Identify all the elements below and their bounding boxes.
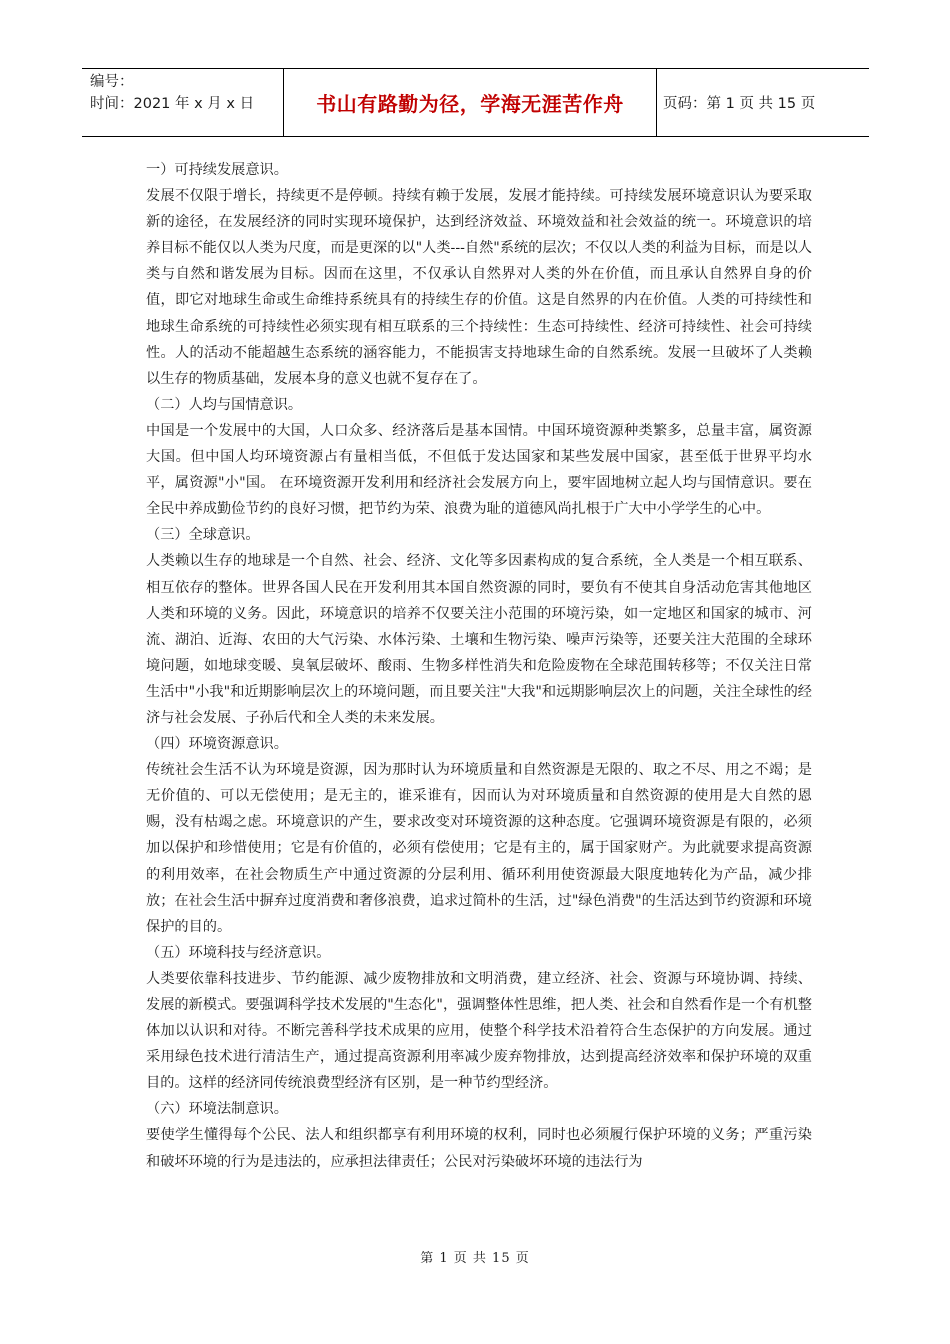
section-heading-resources: （四）环境资源意识。 <box>146 736 288 753</box>
document-body <box>146 157 812 1175</box>
header-motto: 书山有路勤为径，学海无涯苦作舟 <box>284 69 657 136</box>
section-heading-national: （二）人均与国情意识。 <box>146 396 303 413</box>
paragraph-national: 中国是一个发展中的大国，人口众多、经济落后是基本国情。中国环境资源种类繁多，总量丰富，属资源大国。但中国人均环境资源占有量相当低，不但低于发达国家和某些发展中国家，甚至低于世界平均水平，属资源"小"国。 在环境资源开发利用和经济社会发展方向上，要牢固地树立起人均与国情意识。要在全民中养成勤俭节约的良好习惯，把节约为荣、浪费为耻的道德风尚扎根于广大中小学学生的心中。 <box>146 422 812 518</box>
serial-number-label: 编号： <box>90 74 134 90</box>
paragraph-law: 要使学生懂得每个公民、法人和组织都享有利用环境的权利，同时也必须履行保护环境的义务；严重污染和破坏环境的行为是违法的，应承担法律责任；公民对污染破坏环境的违法行为 <box>146 1127 812 1170</box>
document-header <box>82 68 869 137</box>
paragraph-resources: 传统社会生活不认为环境是资源，因为那时认为环境质量和自然资源是无限的、取之不尽、用之不竭；是无价值的、可以无偿使用；是无主的，谁采谁有，因而认为对环境质量和自然资源的使用是大自然的恩赐，没有枯竭之虑。环境意识的产生，要求改变对环境资源的这种态度。它强调环境资源是有限的，必须加以保护和珍惜使用；它是有价值的，必须有偿使用；它是有主的，属于国家财产。为此就要求提高资源的利用效率，在社会物质生产中通过资源的分层利用、循环利用使资源最大限度地转化为产品，减少排放；在社会生活中摒弃过度消费和奢侈浪费，追求过简朴的生活，过"绿色消费"的生活达到节约资源和环境保护的目的。 <box>146 762 812 935</box>
header-meta <box>82 69 284 136</box>
section-heading-technology: （五）环境科技与经济意识。 <box>146 944 331 961</box>
section-heading-law: （六）环境法制意识。 <box>146 1101 288 1118</box>
date-label: 时间：2021 年 x 月 x 日 <box>90 96 255 112</box>
page-footer: 第 1 页 共 15 页 <box>420 1251 530 1266</box>
section-heading-sustainable: 一）可持续发展意识。 <box>146 162 288 178</box>
paragraph-global: 人类赖以生存的地球是一个自然、社会、经济、文化等多因素构成的复合系统，全人类是一个相互联系、相互依存的整体。世界各国人民在开发利用其本国自然资源的同时，要负有不使其自身活动危害其他地区人类和环境的义务。因此，环境意识的培养不仅要关注小范围的环境污染，如一定地区和国家的城市、河流、湖泊、近海、农田的大气污染、水体污染、土壤和生物污染、噪声污染等，还要关注大范围的全球环境问题，如地球变暖、臭氧层破坏、酸雨、生物多样性消失和危险废物在全球范围转移等；不仅关注日常生活中"小我"和近期影响层次上的环境问题，而且要关注"大我"和远期影响层次上的问题，关注全球性的经济与社会发展、子孙后代和全人类的未来发展。 <box>146 553 812 726</box>
header-page-count: 页码：第 1 页 共 15 页 <box>663 96 816 112</box>
paragraph-technology: 人类要依靠科技进步、节约能源、减少废物排放和文明消费，建立经济、社会、资源与环境协调、持续、发展的新模式。要强调科学技术发展的"生态化"，强调整体性思维，把人类、社会和自然看作是一个有机整体加以认识和对待。不断完善科学技术成果的应用，使整个科学技术沿着符合生态保护的方向发展。通过采用绿色技术进行清洁生产，通过提高资源利用率减少废弃物排放，达到提高经济效率和保护环境的双重目的。这样的经济同传统浪费型经济有区别，是一种节约型经济。 <box>146 970 812 1092</box>
paragraph-sustainable: 发展不仅限于增长，持续更不是停顿。持续有赖于发展，发展才能持续。可持续发展环境意识认为要采取新的途径，在发展经济的同时实现环境保护，达到经济效益、环境效益和社会效益的统一。环境意识的培养目标不能仅以人类为尺度，而是更深的以"人类---自然"系统的层次；不仅以人类的利益为目标，而是以人类与自然和谐发展为目标。因而在这里，不仅承认自然界对人类的外在价值，而且承认自然界自身的价值，即它对地球生命或生命维持系统具有的持续生存的价值。这是自然界的内在价值。人类的可持续性和地球生命系统的可持续性必须实现有相互联系的三个持续性：生态可持续性、经济可持续性、社会可持续性。人的活动不能超越生态系统的涵容能力，不能损害支持地球生命的自然系统。发展一旦破坏了人类赖以生存的物质基础，发展本身的意义也就不复存在了。 <box>146 188 812 387</box>
section-heading-global: （三）全球意识。 <box>146 527 260 544</box>
